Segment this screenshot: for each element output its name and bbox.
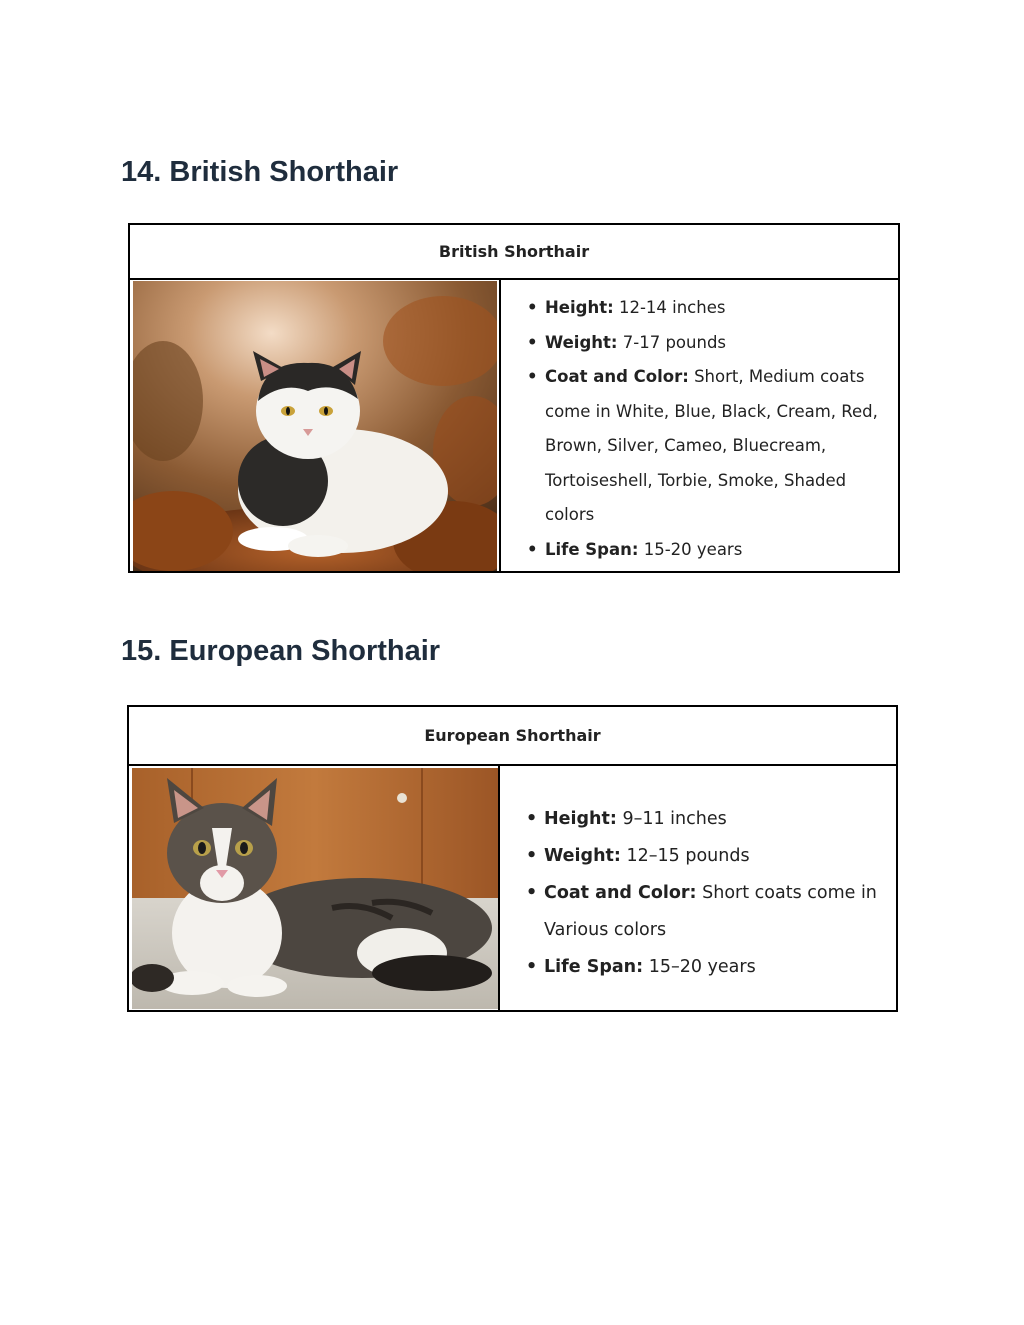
fact-coat-and-color: • Coat and Color: Short, Medium coats come in White, Blue, Black, Cream, Red, Brown, Silver, Cameo, Bluecream, Tortoiseshell, Torbie, Smoke, Shaded colors [527,360,882,533]
breed-card-british-shorthair [128,223,900,573]
british-shorthair-photo [133,281,497,571]
fact-weight: • Weight: 12–15 pounds [526,838,881,875]
breed-card-title: European Shorthair [129,707,896,766]
section-heading-british-shorthair: 14. British Shorthair [121,156,399,188]
fact-life-span: • Life Span: 15–20 years [526,949,881,986]
fact-height: • Height: 9–11 inches [526,801,881,838]
card-divider [498,764,500,1010]
card-divider [499,278,501,571]
fact-life-span: • Life Span: 15-20 years [527,533,882,568]
breed-card-european-shorthair [127,705,898,1012]
european-shorthair-photo [132,768,498,1009]
fact-weight: • Weight: 7-17 pounds [527,326,882,361]
fact-coat-and-color: • Coat and Color: Short coats come in Various colors [526,875,881,949]
section-heading-european-shorthair: 15. European Shorthair [121,635,441,667]
fact-height: • Height: 12-14 inches [527,291,882,326]
breed-card-title: British Shorthair [130,225,898,280]
breed-facts-list [527,291,882,567]
breed-facts-list [526,801,881,986]
